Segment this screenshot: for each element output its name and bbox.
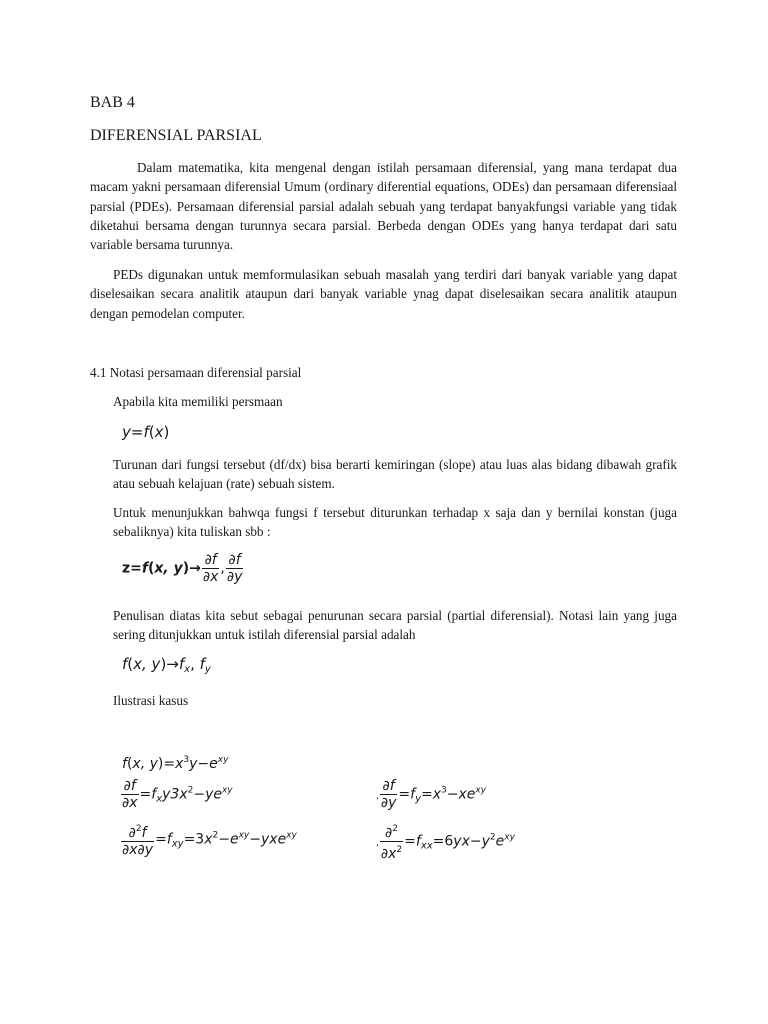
fraction-partial-f-y: $\frac{\partial f}{\partial y}$ — [380, 778, 397, 811]
intro-paragraph: Dalam matematika, kita mengenal dengan istilah persamaan diferensial, yang mana terdapat dua macam yakni persamaan diferensial Umum (ordinary diferential equations, ODEs) dan persamaan diferensiaal parsial (PDEs). Persamaan diferensial parsial adalah sebuah yang terdapat banyakfungsi variable yang tidak diketahui bersama dengan turunnya secara parsial. Berbeda dengan ODEs yang hanya terdapat dari satu variable bersama turunnya. — [90, 160, 677, 253]
equation-df-dx: $\frac{\partial f}{\partial x}$ $=f_xy3x^2-ye^{xy}$ — [122, 778, 233, 811]
section-title: 4.1 Notasi persamaan diferensial parsial — [90, 365, 302, 380]
penulisan-paragraph: Penulisan diatas kita sebut sebagai penurunan secara parsial (partial diferensial). Notasi lain yang juga sering ditunjukkan untuk istilah diferensial parsial adalah — [113, 608, 677, 643]
fraction-df-dx: $\frac{\partial f}{\partial x}$ — [202, 552, 219, 585]
fraction-partial2-x: $\frac{\partial^2}{\partial x^2}$ — [380, 824, 403, 862]
equation-y-fx: y=f(x) — [122, 423, 170, 441]
equation-df-dy: , $\frac{\partial f}{\partial y}$ $=f_y=x^3-xe^{xy}$ — [376, 778, 487, 811]
ilustrasi-label: Ilustrasi kasus — [113, 693, 189, 708]
turunan-paragraph: Turunan dari fungsi tersebut (df/dx) bisa berarti kemiringan (slope) atau luas alas bidang dibawah grafik atau sebuah kelajuan (rate) sebuah sistem. — [113, 457, 677, 492]
equation-z-partials: z=f(x, y)→ $\frac{\partial f}{\partial x}$ , $\frac{\partial f}{\partial y}$ — [122, 552, 243, 585]
chapter-label: BAB 4 — [90, 94, 135, 111]
untuk-paragraph: Untuk menunjukkan bahwqa fungsi f tersebut diturunkan terhadap x saja dan y bernilai konstan (juga sebaliknya) kita tuliskan sbb : — [113, 505, 677, 540]
equation-d2f-dxdy: $\frac{\partial^2f}{\partial x\partial y}$ $=f_{xy}=3x^2-e^{xy}-yxe^{xy}$ — [120, 821, 297, 858]
fraction-df-dy: $\frac{\partial f}{\partial y}$ — [226, 552, 243, 585]
fraction-partial2-f-xy: $\frac{\partial^2f}{\partial x\partial y}$ — [122, 824, 154, 858]
apabila-text: Apabila kita memiliki persmaan — [113, 394, 283, 409]
equation-fx-fy: f(x, $y)\to f_x$, $f_y$ — [122, 655, 211, 675]
chapter-title: DIFERENSIAL PARSIAL — [90, 127, 262, 144]
equation-case-function: f(x, $y)=x^3y-e^{xy}$ — [122, 755, 229, 772]
fraction-partial-f-x: $\frac{\partial f}{\partial x}$ — [122, 778, 138, 811]
equation-d2-dx2: , $\frac{\partial^2}{\partial x^2}$ $=f_{xx}=6yx-y^2e^{xy}$ — [376, 821, 515, 862]
peds-paragraph: PEDs digunakan untuk memformulasikan sebuah masalah yang terdiri dari banyak variable yang dapat diselesaikan secara analitik ataupun dari banyak variable ynag dapat diselesaikan secara analitik ataupun dengan pemodelan computer. — [90, 267, 677, 321]
